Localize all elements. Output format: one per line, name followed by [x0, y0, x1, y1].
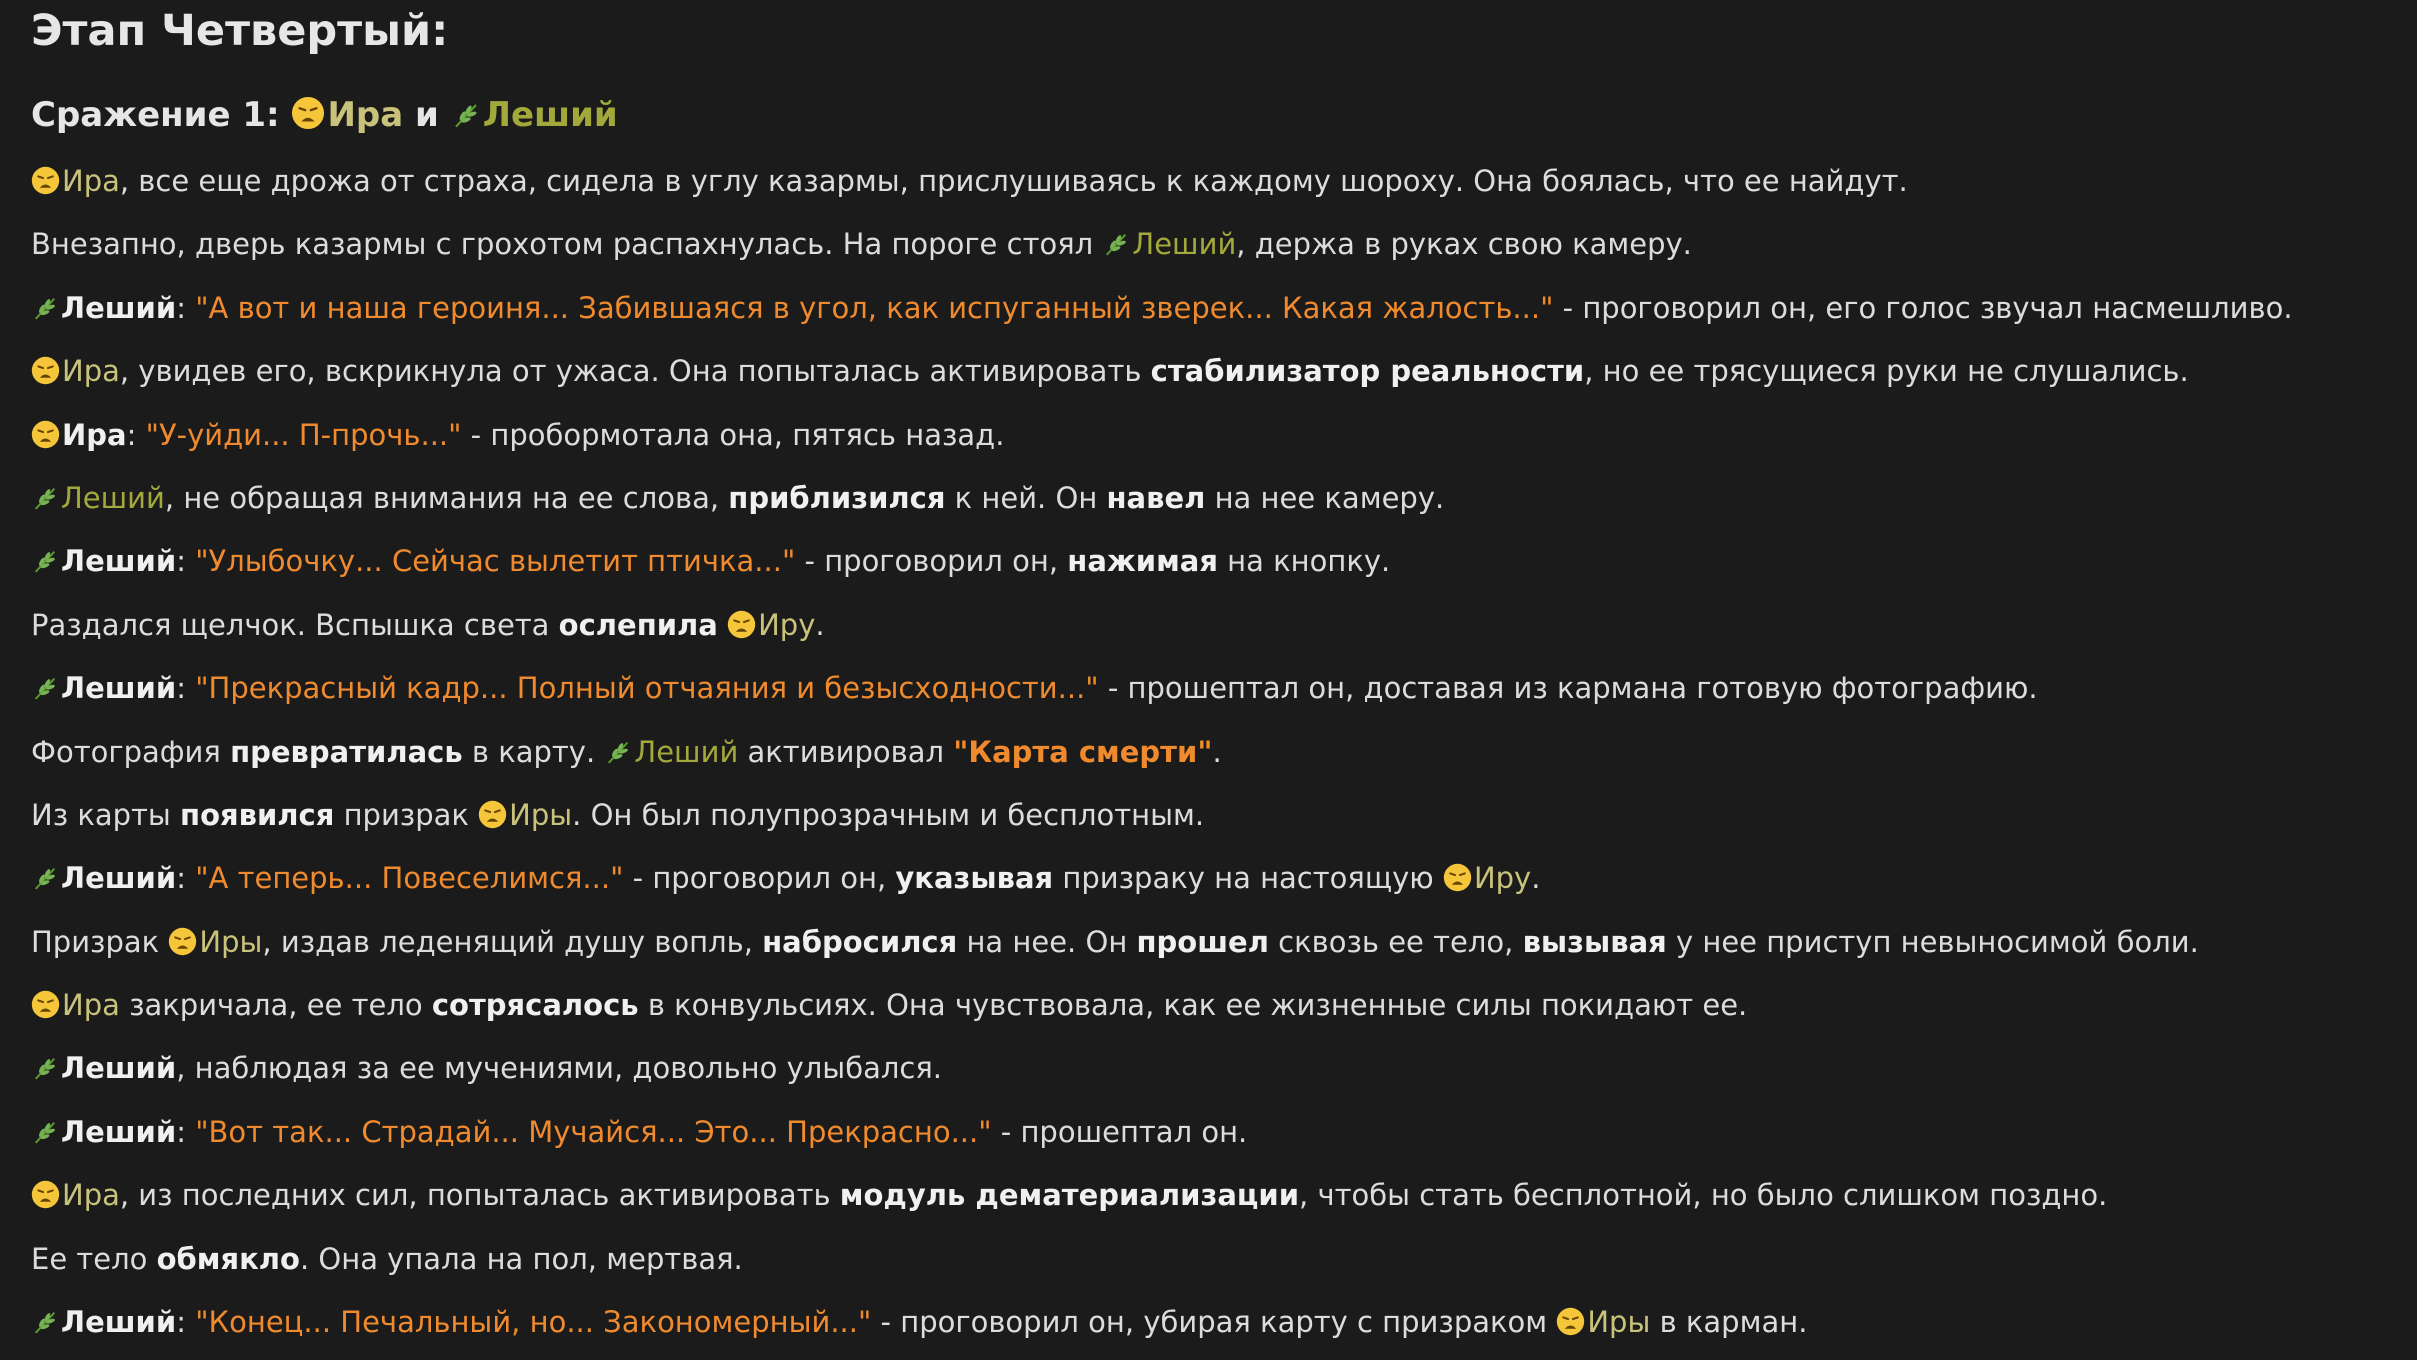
bold-quote-text: "Карта смерти": [953, 734, 1213, 769]
text-segment: - проговорил он,: [623, 861, 896, 896]
text-segment: :: [176, 861, 196, 896]
bold-text: Ира: [62, 417, 127, 452]
bold-text: модуль дематериализации: [839, 1178, 1300, 1213]
text-segment: призрак: [334, 797, 479, 832]
text-segment: , не обращая внимания на ее слова,: [164, 480, 729, 515]
bold-text: прошел: [1136, 924, 1269, 959]
bold-text: превратилась: [230, 734, 463, 769]
weary-face-icon: [478, 794, 507, 844]
text-segment: - проговорил он,: [795, 544, 1068, 579]
text-segment: Ее тело: [31, 1241, 157, 1276]
paragraph: [31, 917, 2397, 980]
bold-text: набросился: [762, 924, 958, 959]
battle-heading: [31, 90, 618, 144]
text-segment: на кнопку.: [1217, 544, 1391, 579]
text-segment: , все еще дрожа от страха, сидела в углу казармы, прислушиваясь к каждому шороху. Она боялась, что ее найдут.: [119, 164, 1908, 198]
bold-text: нажимая: [1067, 544, 1218, 579]
weary-face-icon: [31, 414, 60, 464]
paragraph: [31, 1297, 2397, 1360]
herb-icon: [31, 477, 59, 527]
bold-text: навел: [1106, 480, 1206, 515]
battle-label: Сражение 1:: [31, 95, 280, 135]
quote-text: "Конец... Печальный, но... Закономерный...": [195, 1305, 872, 1340]
paragraph: [31, 853, 2397, 916]
paragraph: [31, 1107, 2397, 1170]
text-segment: - прошептал он.: [991, 1114, 1248, 1149]
text-segment: , наблюдая за ее мучениями, довольно улыбался.: [176, 1051, 942, 1086]
bold-text: Леший: [61, 1114, 177, 1149]
text-segment: .: [1531, 861, 1541, 896]
battle-and: и: [415, 95, 439, 135]
bold-text: стабилизатор реальности: [1150, 354, 1585, 389]
name-ira: Иру: [758, 607, 816, 642]
bold-text: Леший: [61, 861, 177, 896]
quote-text: "А теперь... Повеселимся...": [195, 861, 624, 896]
herb-icon: [31, 667, 59, 717]
text-segment: - прошептал он, доставая из кармана готовую фотографию.: [1098, 671, 2038, 706]
name-leshiy: Леший: [1132, 227, 1237, 262]
battle-name-leshiy: Леший: [482, 95, 618, 135]
herb-icon: [31, 1111, 59, 1161]
name-ira: Иры: [509, 797, 573, 832]
bold-text: Леший: [61, 671, 177, 706]
text-segment: активировал: [738, 734, 954, 769]
bold-text: обмякло: [156, 1241, 300, 1276]
weary-face-icon: [1556, 1301, 1585, 1351]
text-segment: в карту.: [462, 734, 605, 769]
paragraph: [31, 980, 2397, 1043]
text-segment: сквозь ее тело,: [1268, 924, 1523, 959]
paragraph: [31, 1170, 2397, 1233]
quote-text: "Вот так... Страдай... Мучайся... Это... Прекрасно...": [195, 1114, 992, 1149]
weary-face-icon: [291, 94, 325, 144]
weary-face-icon: [31, 160, 60, 210]
herb-icon: [31, 540, 59, 590]
bold-text: приблизился: [728, 480, 946, 515]
name-ira: Ира: [62, 1178, 120, 1213]
bold-text: сотрясалось: [431, 988, 639, 1023]
herb-icon: [31, 857, 59, 907]
text-segment: :: [176, 290, 196, 325]
text-segment: :: [176, 1114, 196, 1149]
bold-text: Леший: [61, 544, 177, 579]
herb-icon: [451, 94, 481, 144]
text-segment: в карман.: [1650, 1305, 1808, 1340]
text-segment: , но ее трясущиеся руки не слушались.: [1584, 354, 2189, 389]
bold-text: Леший: [61, 1051, 177, 1086]
paragraph: [31, 410, 2397, 473]
paragraph: [31, 1234, 2397, 1297]
text-segment: . Он был полупрозрачным и бесплотным.: [572, 797, 1205, 832]
text-segment: Внезапно, дверь казармы с грохотом распахнулась. На пороге стоял: [31, 227, 1103, 262]
paragraph: [31, 283, 2397, 346]
paragraph: [31, 473, 2397, 536]
bold-text: Леший: [61, 290, 177, 325]
bold-text: появился: [180, 797, 335, 832]
text-segment: Раздался щелчок. Вспышка света: [31, 607, 559, 642]
quote-text: "Улыбочку... Сейчас вылетит птичка...": [195, 544, 796, 579]
paragraph: [31, 790, 2397, 853]
text-segment: Призрак: [31, 924, 169, 959]
text-segment: . Она упала на пол, мертвая.: [299, 1241, 743, 1276]
weary-face-icon: [1443, 857, 1472, 907]
paragraph: [31, 600, 2397, 663]
herb-icon: [31, 1301, 59, 1351]
weary-face-icon: [31, 984, 60, 1034]
text-segment: , держа в руках свою камеру.: [1236, 227, 1692, 262]
name-ira: Иры: [199, 924, 263, 959]
text-segment: , из последних сил, попыталась активировать: [119, 1178, 840, 1213]
text-segment: в конвульсиях. Она чувствовала, как ее жизненные силы покидают ее.: [638, 988, 1748, 1023]
bold-text: вызывая: [1522, 924, 1667, 959]
quote-text: "Прекрасный кадр... Полный отчаяния и безысходности...": [195, 671, 1099, 706]
text-segment: на нее камеру.: [1205, 480, 1445, 515]
text-segment: - пробормотала она, пятясь назад.: [461, 417, 1005, 452]
name-leshiy: Леший: [634, 734, 739, 769]
text-segment: [718, 608, 727, 642]
text-segment: , чтобы стать бесплотной, но было слишком поздно.: [1299, 1178, 2108, 1213]
text-segment: у нее приступ невыносимой боли.: [1666, 924, 2199, 959]
text-segment: закричала, ее тело: [119, 988, 432, 1023]
name-ira: Иру: [1473, 861, 1532, 896]
herb-icon: [604, 731, 632, 781]
bold-text: указывая: [895, 861, 1054, 896]
paragraph: [31, 219, 2397, 282]
text-segment: Фотография: [31, 734, 231, 769]
text-segment: - проговорил он, его голос звучал насмешливо.: [1553, 290, 2293, 325]
text-segment: , издав леденящий душу вопль,: [262, 924, 763, 959]
text-segment: :: [126, 417, 146, 452]
herb-icon: [31, 287, 59, 337]
name-ira: Иры: [1587, 1305, 1651, 1340]
text-segment: .: [815, 607, 825, 642]
weary-face-icon: [168, 921, 197, 971]
paragraph: [31, 727, 2397, 790]
bold-text: ослепила: [558, 607, 718, 642]
name-ira: Ира: [62, 354, 120, 389]
weary-face-icon: [727, 604, 756, 654]
bold-text: Леший: [61, 1305, 177, 1340]
paragraph: [31, 156, 2397, 219]
text-segment: Из карты: [31, 797, 181, 832]
name-ira: Ира: [62, 164, 120, 198]
text-segment: - проговорил он, убирая карту с призраком: [871, 1305, 1557, 1340]
paragraph: [31, 1043, 2397, 1106]
text-segment: :: [176, 671, 196, 706]
battle-name-ira: Ира: [327, 95, 404, 135]
name-ira: Ира: [62, 988, 120, 1023]
herb-icon: [31, 1047, 59, 1097]
text-segment: .: [1212, 734, 1222, 769]
text-segment: на нее. Он: [957, 924, 1137, 959]
text-segment: :: [176, 544, 196, 579]
paragraph: [31, 663, 2397, 726]
text-segment: , увидев его, вскрикнула от ужаса. Она попыталась активировать: [119, 354, 1151, 389]
text-segment: :: [176, 1305, 196, 1340]
weary-face-icon: [31, 1174, 60, 1224]
text-segment: призраку на настоящую: [1053, 861, 1443, 896]
text-segment: к ней. Он: [945, 480, 1107, 515]
paragraph: [31, 536, 2397, 599]
story-text: [31, 156, 2397, 1360]
page-title: Этап Четвертый:: [31, 6, 449, 56]
paragraph: [31, 346, 2397, 409]
quote-text: "У-уйди... П-прочь...": [145, 417, 462, 452]
herb-icon: [1102, 223, 1130, 273]
quote-text: "А вот и наша героиня... Забившаяся в угол, как испуганный зверек... Какая жалость...": [195, 290, 1554, 325]
weary-face-icon: [31, 350, 60, 400]
name-leshiy: Леший: [61, 480, 165, 515]
